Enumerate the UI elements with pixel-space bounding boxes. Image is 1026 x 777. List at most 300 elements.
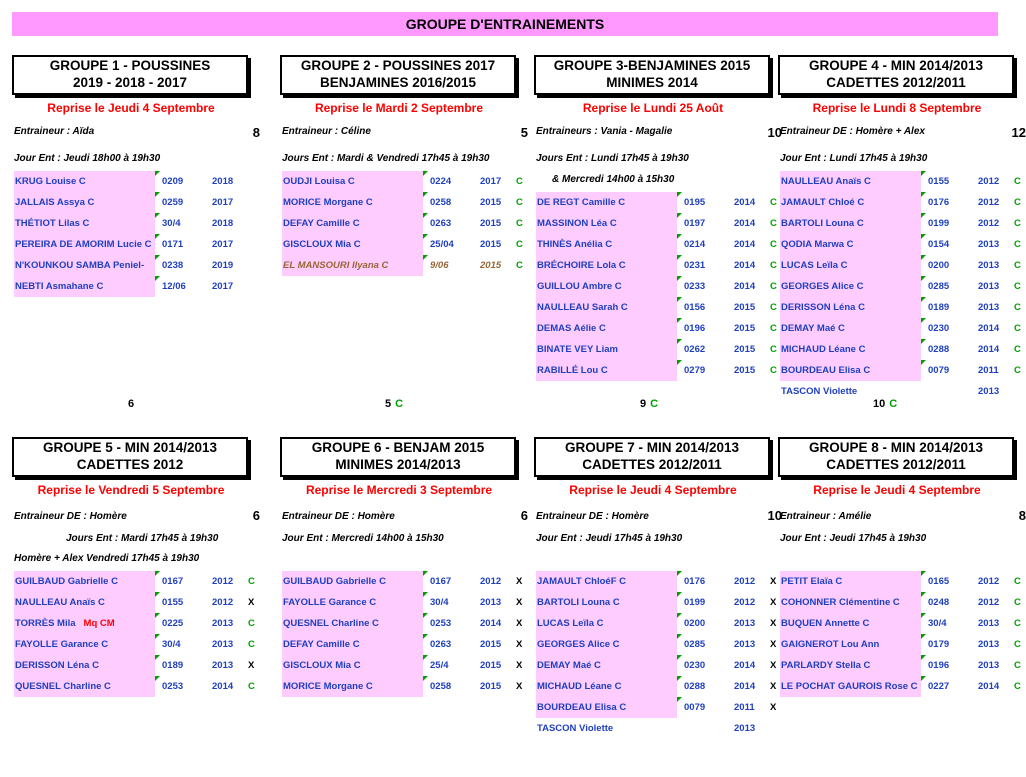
member-name-text: COHONNER Clémentine C (781, 597, 900, 608)
group-header-line: GROUPE 1 - POUSSINES (49, 58, 211, 73)
group-count: 10 (767, 508, 782, 523)
member-row (780, 655, 1020, 676)
member-row (282, 213, 522, 234)
group-header (280, 437, 516, 477)
member-number: 30/4 (928, 618, 947, 629)
member-name (536, 255, 677, 276)
member-mark: C (1014, 681, 1021, 692)
comment-indicator-icon (423, 171, 428, 176)
comment-indicator-icon (423, 655, 428, 660)
member-year: 2014 (734, 239, 756, 250)
member-name (14, 192, 155, 213)
member-number: 0155 (928, 176, 950, 187)
members-list (282, 171, 522, 276)
member-row (282, 634, 522, 655)
member-row (536, 255, 776, 276)
member-name-text: BRÉCHOIRE Lola C (537, 260, 626, 271)
member-mark: C (1014, 618, 1021, 629)
member-name (282, 655, 423, 676)
member-note: Mq CM (83, 618, 115, 629)
member-number: 0176 (684, 576, 706, 587)
group-total-value: 9 (640, 398, 647, 410)
member-row (780, 571, 1020, 592)
member-mark: X (516, 660, 523, 671)
member-name (780, 171, 921, 192)
comment-indicator-icon (677, 213, 682, 218)
members-list (282, 571, 522, 697)
member-mark: C (770, 302, 777, 313)
group-total-mark: C (395, 398, 404, 410)
comment-indicator-icon (677, 655, 682, 660)
trainer-info: Entraineur DE : Homère (14, 511, 127, 522)
member-name (282, 213, 423, 234)
member-year: 2018 (212, 218, 234, 229)
member-row (780, 276, 1020, 297)
member-number: 0262 (684, 344, 706, 355)
member-year: 2011 (734, 702, 755, 713)
member-number: 0288 (684, 681, 706, 692)
member-mark: C (1014, 323, 1021, 334)
member-name-text: DERISSON Léna C (781, 302, 865, 313)
member-mark: C (1014, 597, 1021, 608)
group-header-line: GROUPE 4 - MIN 2014/2013 (808, 58, 984, 73)
member-year: 2015 (480, 639, 502, 650)
member-number: 0197 (684, 218, 706, 229)
trainer-info: Jours Ent : Mardi 17h45 à 19h30 (66, 533, 219, 544)
member-name (14, 676, 155, 697)
member-name-text: LUCAS Leïla C (781, 260, 848, 271)
comment-indicator-icon (155, 613, 160, 618)
member-row (536, 192, 776, 213)
member-row (780, 213, 1020, 234)
member-name (14, 571, 155, 592)
trainer-info: Entraineur : Amélie (780, 511, 872, 522)
group-6 (280, 437, 528, 777)
member-mark: C (770, 197, 777, 208)
member-row (780, 613, 1020, 634)
member-name-text: GISCLOUX Mia C (283, 660, 361, 671)
trainer-info: Entraineur DE : Homère (536, 511, 649, 522)
reprise-date: Reprise le Jeudi 4 Septembre (569, 483, 737, 497)
member-year: 2013 (978, 386, 1000, 397)
member-name-text: BINATE VEY Liam (537, 344, 618, 355)
comment-indicator-icon (155, 192, 160, 197)
member-number: 0171 (162, 239, 184, 250)
member-mark: C (248, 681, 255, 692)
member-row (780, 634, 1020, 655)
group-total (873, 398, 897, 410)
member-year: 2013 (480, 597, 502, 608)
member-name-text: PARLARDY Stella C (781, 660, 871, 671)
member-number: 0196 (684, 323, 706, 334)
member-number: 0238 (162, 260, 184, 271)
group-header-line: GROUPE 6 - BENJAM 2015 (311, 440, 485, 455)
member-mark: C (1014, 197, 1021, 208)
comment-indicator-icon (423, 192, 428, 197)
group-header-line: BENJAMINES 2016/2015 (319, 75, 477, 90)
member-row (14, 192, 254, 213)
group-header-line: MINIMES 2014 (606, 75, 698, 90)
comment-indicator-icon (155, 234, 160, 239)
member-name-text: QUESNEL Charline C (15, 681, 111, 692)
member-number: 0230 (684, 660, 706, 671)
member-year: 2012 (978, 218, 1000, 229)
member-row (282, 655, 522, 676)
member-name-text: GEORGES Alice C (781, 281, 864, 292)
member-year: 2015 (734, 365, 756, 376)
member-name (780, 255, 921, 276)
member-name-text: GUILBAUD Gabrielle C (283, 576, 386, 587)
member-row (14, 613, 254, 634)
member-mark: C (516, 239, 523, 250)
trainer-info: Entraineur : Aïda (14, 126, 95, 137)
comment-indicator-icon (423, 571, 428, 576)
member-row (780, 297, 1020, 318)
member-year: 2014 (480, 618, 502, 629)
comment-indicator-icon (423, 634, 428, 639)
member-number: 0167 (162, 576, 184, 587)
member-mark: C (248, 618, 255, 629)
comment-indicator-icon (677, 613, 682, 618)
member-number: 0225 (162, 618, 184, 629)
trainer-info: Jour Ent : Jeudi 17h45 à 19h30 (536, 533, 683, 544)
member-year: 2013 (978, 302, 1000, 313)
member-name (14, 613, 155, 634)
comment-indicator-icon (921, 192, 926, 197)
member-name (14, 592, 155, 613)
member-number: 0231 (684, 260, 706, 271)
member-mark: C (1014, 260, 1021, 271)
member-name (780, 339, 921, 360)
member-mark: C (1014, 281, 1021, 292)
member-year: 2012 (978, 197, 1000, 208)
member-year: 2015 (480, 260, 502, 271)
member-number: 0214 (684, 239, 706, 250)
comment-indicator-icon (921, 634, 926, 639)
member-row (14, 255, 254, 276)
comment-indicator-icon (677, 676, 682, 681)
member-row (536, 318, 776, 339)
member-year: 2013 (212, 660, 234, 671)
group-total (640, 398, 658, 410)
member-name-text: PETIT Elaïa C (781, 576, 843, 587)
member-number: 0165 (928, 576, 950, 587)
member-mark: X (248, 660, 255, 671)
member-row (536, 234, 776, 255)
group-count: 8 (252, 125, 260, 140)
member-year: 2012 (978, 176, 1000, 187)
member-name-text: TORRÈS Mila (15, 618, 76, 629)
member-number: 0263 (430, 639, 452, 650)
comment-indicator-icon (423, 213, 428, 218)
member-name (536, 276, 677, 297)
member-name-text: RABILLÉ Lou C (537, 365, 608, 376)
comment-indicator-icon (921, 676, 926, 681)
group-header-line: GROUPE 5 - MIN 2014/2013 (42, 440, 218, 455)
member-year: 2012 (734, 597, 756, 608)
member-name-text: PEREIRA DE AMORIM Lucie C (15, 239, 152, 250)
member-number: 0230 (928, 323, 950, 334)
member-year: 2017 (212, 281, 234, 292)
member-row (536, 634, 776, 655)
member-year: 2012 (480, 576, 502, 587)
member-name (536, 592, 677, 613)
member-year: 2015 (480, 197, 502, 208)
member-mark: X (770, 681, 777, 692)
member-row (536, 655, 776, 676)
comment-indicator-icon (921, 655, 926, 660)
member-year: 2015 (480, 681, 502, 692)
members-list (14, 171, 254, 297)
reprise-date: Reprise le Vendredi 5 Septembre (37, 483, 225, 497)
member-name (780, 676, 921, 697)
member-year: 2014 (734, 218, 756, 229)
member-name (536, 297, 677, 318)
member-number: 0227 (928, 681, 950, 692)
comment-indicator-icon (677, 297, 682, 302)
member-mark: X (770, 618, 777, 629)
member-row (780, 192, 1020, 213)
member-row (14, 571, 254, 592)
trainer-info: Homère + Alex Vendredi 17h45 à 19h30 (14, 553, 200, 564)
group-header-line: GROUPE 8 - MIN 2014/2013 (808, 440, 984, 455)
member-number: 30/4 (162, 218, 181, 229)
group-header (280, 55, 516, 95)
member-number: 12/06 (162, 281, 186, 292)
member-name-text: BARTOLI Louna C (781, 218, 864, 229)
comment-indicator-icon (677, 697, 682, 702)
member-number: 0155 (162, 597, 184, 608)
comment-indicator-icon (155, 255, 160, 260)
member-name-text: GAIGNEROT Lou Ann (781, 639, 880, 650)
member-name-text: NEBTI Asmahane C (15, 281, 104, 292)
trainer-info: Jours Ent : Lundi 17h45 à 19h30 (536, 153, 689, 164)
member-name-text: LUCAS Leïla C (537, 618, 604, 629)
member-name-text: THÉTIOT Lilas C (15, 218, 90, 229)
member-name (780, 318, 921, 339)
comment-indicator-icon (677, 571, 682, 576)
member-row (536, 697, 776, 718)
group-total (385, 398, 403, 410)
member-number: 30/4 (430, 597, 449, 608)
member-name-text: DEFAY Camille C (283, 639, 360, 650)
member-row (14, 655, 254, 676)
member-row (780, 171, 1020, 192)
member-mark: C (1014, 660, 1021, 671)
member-year: 2012 (212, 597, 234, 608)
member-name-text: JAMAULT ChloéF C (537, 576, 627, 587)
member-number: 0167 (430, 576, 452, 587)
group-header (12, 55, 248, 95)
members-list (536, 571, 776, 739)
member-mark: X (770, 639, 777, 650)
member-number: 0288 (928, 344, 950, 355)
member-year: 2015 (734, 344, 756, 355)
group-header (12, 437, 248, 477)
member-name (536, 213, 677, 234)
member-row (14, 592, 254, 613)
member-number: 0199 (684, 597, 706, 608)
member-row (536, 297, 776, 318)
member-year: 2012 (978, 576, 1000, 587)
member-mark: X (516, 576, 523, 587)
group-3 (534, 55, 782, 395)
member-name (282, 255, 423, 276)
trainer-info: Jour Ent : Lundi 17h45 à 19h30 (780, 153, 928, 164)
member-mark: C (1014, 576, 1021, 587)
member-name (780, 381, 921, 402)
comment-indicator-icon (677, 192, 682, 197)
member-year: 2014 (734, 281, 756, 292)
member-name (282, 171, 423, 192)
group-total-mark: C (889, 398, 898, 410)
member-name (282, 571, 423, 592)
member-year: 2014 (978, 681, 1000, 692)
member-year: 2013 (978, 618, 1000, 629)
member-year: 2013 (978, 260, 1000, 271)
member-number: 0258 (430, 197, 452, 208)
member-name-text: TASCON Violette (537, 723, 614, 734)
member-number: 30/4 (162, 639, 181, 650)
comment-indicator-icon (921, 297, 926, 302)
member-number: 0224 (430, 176, 452, 187)
member-number: 0248 (928, 597, 950, 608)
group-total-mark: C (650, 398, 659, 410)
member-name (536, 339, 677, 360)
member-name (780, 360, 921, 381)
member-mark: C (248, 576, 255, 587)
member-year: 2012 (734, 576, 756, 587)
member-year: 2014 (734, 660, 756, 671)
member-name (14, 634, 155, 655)
member-number: 0209 (162, 176, 184, 187)
member-mark: C (770, 365, 777, 376)
comment-indicator-icon (921, 339, 926, 344)
member-row (536, 571, 776, 592)
member-row (536, 613, 776, 634)
member-year: 2015 (734, 302, 756, 313)
comment-indicator-icon (921, 613, 926, 618)
member-year: 2017 (212, 197, 234, 208)
comment-indicator-icon (677, 339, 682, 344)
reprise-date: Reprise le Jeudi 4 Septembre (813, 483, 981, 497)
reprise-date: Reprise le Mardi 2 Septembre (314, 101, 484, 115)
member-name (536, 234, 677, 255)
member-name-text: NAULLEAU Anaïs C (781, 176, 871, 187)
trainer-info: Jour Ent : Jeudi 17h45 à 19h30 (780, 533, 927, 544)
member-row (14, 171, 254, 192)
member-row (14, 276, 254, 297)
member-mark: C (770, 281, 777, 292)
group-count: 12 (1011, 125, 1026, 140)
trainer-info: Jour Ent : Mercredi 14h00 à 15h30 (282, 533, 444, 544)
group-header-line: CADETTES 2012/2011 (826, 457, 966, 472)
member-name (14, 276, 155, 297)
page-title: GROUPE D'ENTRAINEMENTS (12, 12, 998, 36)
member-row (536, 718, 776, 739)
member-row (282, 592, 522, 613)
trainer-info: Entraineurs : Vania - Magalie (536, 126, 673, 137)
member-name (536, 192, 677, 213)
member-mark: C (1014, 365, 1021, 376)
member-year: 2013 (978, 239, 1000, 250)
comment-indicator-icon (155, 213, 160, 218)
member-row (282, 613, 522, 634)
member-row (536, 213, 776, 234)
member-mark: C (770, 239, 777, 250)
comment-indicator-icon (677, 276, 682, 281)
member-name-text: FAYOLLE Garance C (15, 639, 109, 650)
group-count: 5 (520, 125, 528, 140)
member-name-text: MICHAUD Léane C (537, 681, 622, 692)
members-list (14, 571, 254, 697)
member-number: 25/04 (430, 239, 454, 250)
member-row (14, 676, 254, 697)
member-number: 0253 (430, 618, 452, 629)
member-name-text: GUILBAUD Gabrielle C (15, 576, 118, 587)
member-year: 2014 (978, 344, 1000, 355)
member-mark: C (516, 197, 523, 208)
trainer-info: Entraineur DE : Homère + Alex (780, 126, 925, 137)
comment-indicator-icon (423, 613, 428, 618)
group-header-line: GROUPE 7 - MIN 2014/2013 (564, 440, 740, 455)
member-row (536, 676, 776, 697)
member-row (780, 676, 1020, 697)
reprise-date: Reprise le Lundi 25 Août (582, 101, 724, 115)
member-name-text: JALLAIS Assya C (15, 197, 95, 208)
member-year: 2013 (978, 639, 1000, 650)
member-name (536, 318, 677, 339)
member-mark: X (248, 597, 255, 608)
comment-indicator-icon (423, 234, 428, 239)
member-name (536, 655, 677, 676)
member-year: 2013 (734, 618, 756, 629)
member-year: 2011 (978, 365, 999, 376)
comment-indicator-icon (423, 676, 428, 681)
member-number: 0189 (928, 302, 950, 313)
member-year: 2014 (978, 323, 1000, 334)
comment-indicator-icon (921, 318, 926, 323)
member-name (536, 634, 677, 655)
member-name (780, 234, 921, 255)
member-name-text: OUDJI Louisa C (283, 176, 355, 187)
group-total-value: 6 (128, 398, 135, 410)
member-name-text: KRUG Louise C (15, 176, 86, 187)
member-number: 0079 (684, 702, 706, 713)
member-number: 0195 (684, 197, 706, 208)
member-name-text: TASCON Violette (781, 386, 858, 397)
group-4 (778, 55, 1026, 397)
member-name (536, 360, 677, 381)
member-number: 0176 (928, 197, 950, 208)
member-name (282, 676, 423, 697)
member-year: 2014 (734, 197, 756, 208)
member-mark: C (1014, 239, 1021, 250)
member-name (780, 613, 921, 634)
member-name-text: NAULLEAU Anaïs C (15, 597, 105, 608)
member-name (536, 697, 677, 718)
member-year: 2013 (734, 723, 756, 734)
member-mark: X (770, 660, 777, 671)
member-row (780, 318, 1020, 339)
member-name-text: GUILLOU Ambre C (537, 281, 622, 292)
members-list (780, 171, 1020, 402)
comment-indicator-icon (677, 360, 682, 365)
member-row (780, 592, 1020, 613)
member-number: 0200 (684, 618, 706, 629)
group-header (534, 437, 770, 477)
member-mark: X (516, 681, 523, 692)
